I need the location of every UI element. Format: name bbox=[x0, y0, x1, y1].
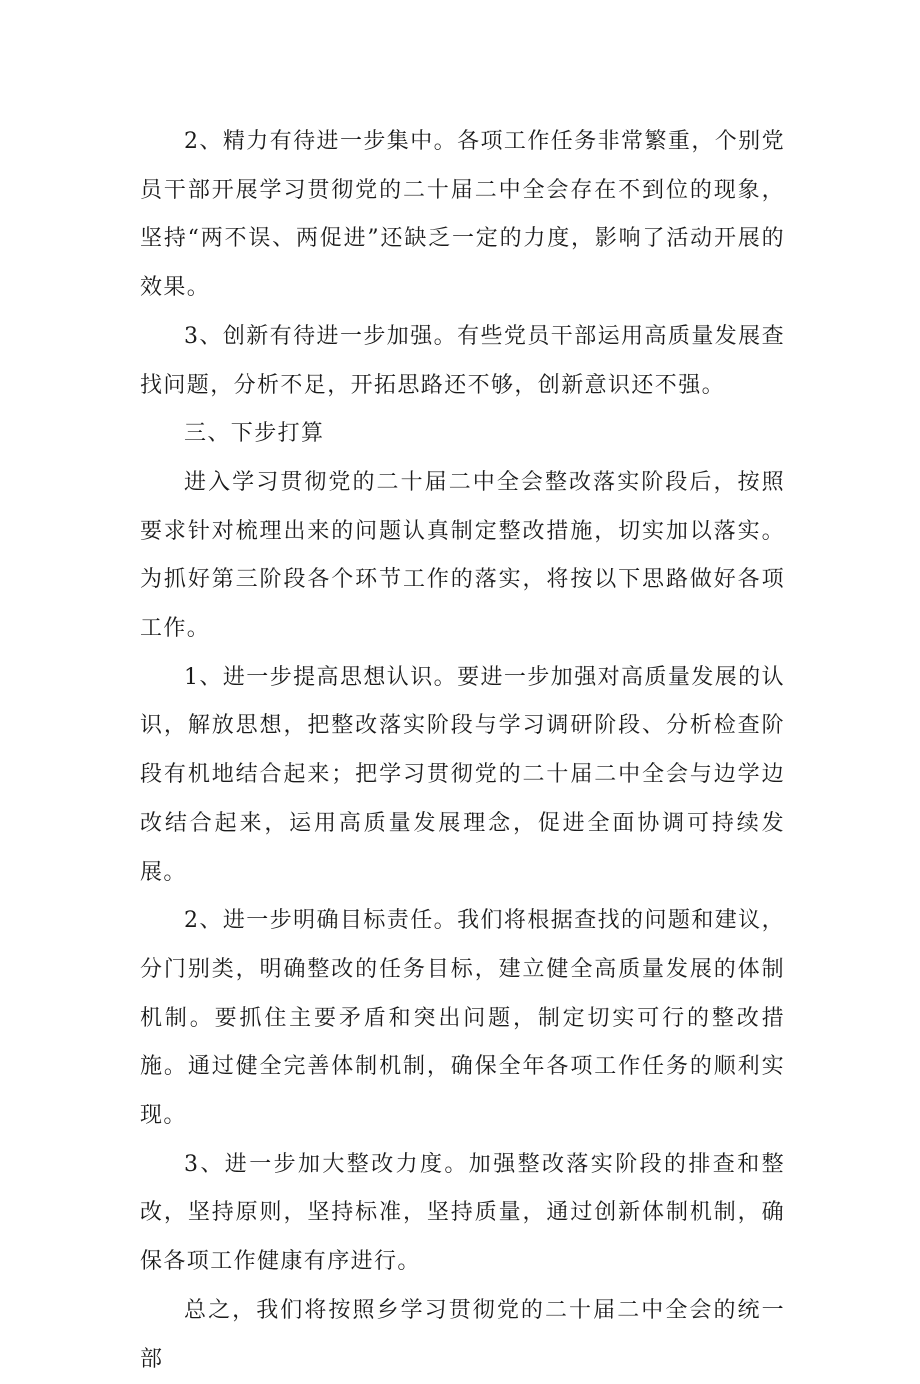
paragraph-conclusion: 总之，我们将按照乡学习贯彻党的二十届二中全会的统一部 bbox=[140, 1297, 785, 1372]
document-body bbox=[140, 118, 785, 1384]
section-heading-next-steps: 三、下步打算 bbox=[184, 421, 325, 447]
paragraph-increase-effort: 3、进一步加大整改力度。加强整改落实阶段的排查和整改，坚持原则，坚持标准，坚持质量，通过创新体制机制，确保各项工作健康有序进行。 bbox=[140, 1151, 785, 1275]
paragraph-clarify-responsibility: 2、进一步明确目标责任。我们将根据查找的问题和建议，分门别类，明确整改的任务目标，建立健全高质量发展的体制机制。要抓住主要矛盾和突出问题，制定切实可行的整改措施。通过健全完善体制机制，确保全年各项工作任务的顺利实现。 bbox=[140, 908, 785, 1129]
paragraph-improve-understanding: 1、进一步提高思想认识。要进一步加强对高质量发展的认识，解放思想，把整改落实阶段与学习调研阶段、分析检查阶段有机地结合起来；把学习贯彻党的二十届二中全会与边学边改结合起来，运用高质量发展理念，促进全面协调可持续发展。 bbox=[140, 664, 785, 885]
paragraph-rectification-intro: 进入学习贯彻党的二十届二中全会整改落实阶段后，按照要求针对梳理出来的问题认真制定整改措施，切实加以落实。为抓好第三阶段各个环节工作的落实，将按以下思路做好各项工作。 bbox=[140, 469, 785, 642]
paragraph-innovation: 3、创新有待进一步加强。有些党员干部运用高质量发展查找问题，分析不足，开拓思路还不够，创新意识还不强。 bbox=[140, 323, 785, 398]
paragraph-focus-concentration: 2、精力有待进一步集中。各项工作任务非常繁重，个别党员干部开展学习贯彻党的二十届二中全会存在不到位的现象，坚持“两不误、两促进”还缺乏一定的力度，影响了活动开展的效果。 bbox=[140, 129, 785, 301]
